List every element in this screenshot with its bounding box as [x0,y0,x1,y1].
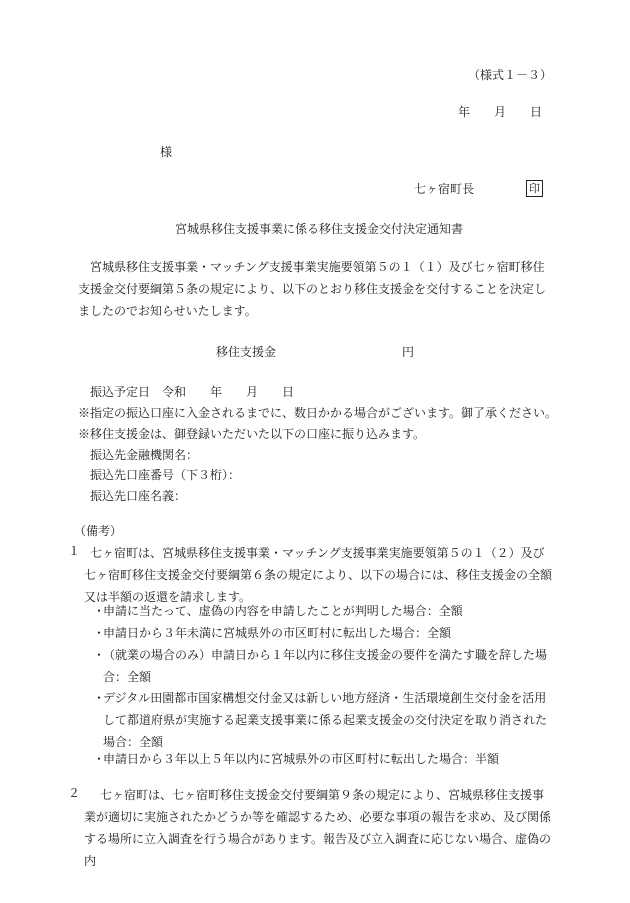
seal-mark: 印 [526,180,543,197]
bullet-text: 申請日から３年以上５年以内に宮城県外の市区町村に転出した場合：半額 [103,752,500,766]
bullet-mark: ・ [93,752,106,766]
remark-bullet-1 [93,600,553,622]
bullet-mark: ・ [93,648,106,662]
transfer-date: 振込予定日 令和 年 月 日 [90,385,295,399]
transfer-note-1: ※指定の振込口座に入金されるまでに、数日かかる場合がございます。御了承ください。 [78,406,558,420]
bullet-text: 申請日から３年未満に宮城県外の市区町村に転出した場合：全額 [103,626,452,640]
addressee-suffix: 様 [160,145,173,159]
remark-1-number: １ [68,544,81,558]
remark-bullet-3 [93,644,553,688]
bullet-text: 申請に当たって、虚偽の内容を申請したことが判明した場合：全額 [103,604,463,618]
form-number: （様式１－３） [468,68,553,82]
amount-unit: 円 [402,345,415,359]
remark-2-text [84,784,554,872]
bullet-text: （就業の場合のみ）申請日から１年以内に移住支援金の要件を満たす職を辞した場合：全額 [103,648,548,684]
account-holder-field: 振込先口座名義： [90,489,187,503]
remark-2-number: ２ [68,786,81,800]
amount-label: 移住支援金 [216,345,277,359]
intro-paragraph: 宮城県移住支援事業・マッチング支援事業実施要領第５の１（１）及び七ヶ宿町移住支援金交付要綱第５条の規定により、以下のとおり移住支援金を交付することを決定しましたのでお知らせいたします。 [78,260,547,318]
bullet-text: デジタル田園都市国家構想交付金又は新しい地方経済・生活環境創生交付金を活用して都道府県が実施する起業支援事業に係る起業支援金の交付決定を取り消された場合：全額 [103,691,548,749]
bullet-mark: ・ [93,691,106,705]
issuer-name: 七ヶ宿町長 [414,182,475,196]
document-title: 宮城県移住支援事業に係る移住支援金交付決定通知書 [175,222,464,236]
remark-bullet-2 [93,622,553,644]
bullet-mark: ・ [93,604,106,618]
bank-name-field: 振込先金融機関名： [90,448,199,462]
remark-bullet-4 [93,687,553,753]
remark-bullet-5 [93,748,553,770]
remark-1-body: 七ヶ宿町は、宮城県移住支援事業・マッチング支援事業実施要領第５の１（２）及び七ヶ宿町移住支援金交付要綱第６条の規定により、以下の場合には、移住支援金の全額又は半額の返還を請求します。 [84,546,553,604]
date-line: 年 月 日 [458,105,543,119]
remark-2-body: 七ヶ宿町は、七ヶ宿町移住支援金交付要綱第９条の規定により、宮城県移住支援事業が適切に実施されたかどうか等を確認するため、必要な事項の報告を求め、及び関係する場所に立入調査を行う場合があります。報告及び立入調査に応じない場合、虚偽の内 [84,788,552,868]
account-number-field: 振込先口座番号（下３桁）： [90,468,241,482]
remarks-heading: （備考） [74,524,123,538]
remark-1-text [84,542,554,608]
bullet-mark: ・ [93,626,106,640]
transfer-note-2: ※移住支援金は、御登録いただいた以下の口座に振り込みます。 [78,427,426,441]
